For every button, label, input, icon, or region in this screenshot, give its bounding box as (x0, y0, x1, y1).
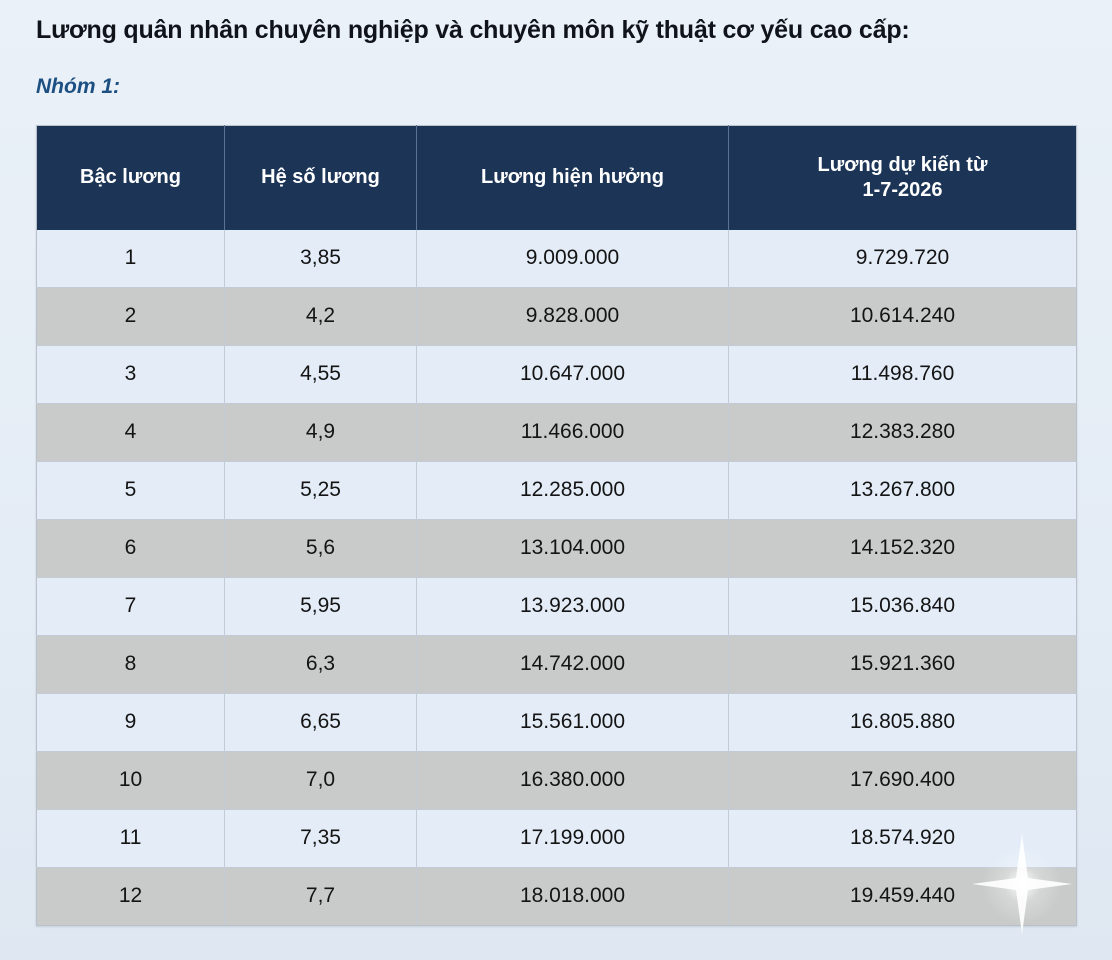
cell-he-so-luong: 5,6 (225, 519, 417, 577)
cell-he-so-luong: 5,95 (225, 577, 417, 635)
column-header-bac-luong: Bậc lương (37, 125, 225, 230)
cell-bac-luong: 7 (37, 577, 225, 635)
cell-he-so-luong: 3,85 (225, 230, 417, 288)
column-header-luong-hien-huong: Lương hiện hưởng (417, 125, 729, 230)
column-header-luong-du-kien (729, 125, 1077, 230)
table-row (37, 809, 1077, 867)
table-row (37, 635, 1077, 693)
cell-bac-luong: 11 (37, 809, 225, 867)
table-row (37, 287, 1077, 345)
cell-luong-hien-huong: 15.561.000 (417, 693, 729, 751)
cell-luong-du-kien: 17.690.400 (729, 751, 1077, 809)
cell-bac-luong: 9 (37, 693, 225, 751)
table-header (37, 125, 1077, 230)
cell-luong-du-kien: 11.498.760 (729, 345, 1077, 403)
table-row (37, 403, 1077, 461)
cell-he-so-luong: 7,7 (225, 867, 417, 925)
cell-luong-hien-huong: 9.009.000 (417, 230, 729, 288)
table-row (37, 345, 1077, 403)
cell-luong-du-kien: 15.921.360 (729, 635, 1077, 693)
table-row (37, 867, 1077, 925)
cell-bac-luong: 3 (37, 345, 225, 403)
cell-bac-luong: 5 (37, 461, 225, 519)
salary-table (36, 125, 1077, 926)
cell-luong-du-kien: 15.036.840 (729, 577, 1077, 635)
column-header-he-so-luong: Hệ số lương (225, 125, 417, 230)
cell-luong-hien-huong: 12.285.000 (417, 461, 729, 519)
cell-he-so-luong: 4,9 (225, 403, 417, 461)
cell-luong-hien-huong: 10.647.000 (417, 345, 729, 403)
cell-luong-du-kien: 12.383.280 (729, 403, 1077, 461)
cell-he-so-luong: 4,2 (225, 287, 417, 345)
cell-luong-hien-huong: 16.380.000 (417, 751, 729, 809)
cell-bac-luong: 6 (37, 519, 225, 577)
cell-he-so-luong: 4,55 (225, 345, 417, 403)
table-header-row (37, 125, 1077, 230)
cell-bac-luong: 12 (37, 867, 225, 925)
cell-luong-du-kien: 13.267.800 (729, 461, 1077, 519)
cell-luong-hien-huong: 13.923.000 (417, 577, 729, 635)
cell-luong-hien-huong: 14.742.000 (417, 635, 729, 693)
cell-luong-hien-huong: 18.018.000 (417, 867, 729, 925)
cell-bac-luong: 8 (37, 635, 225, 693)
cell-luong-du-kien: 10.614.240 (729, 287, 1077, 345)
table-row (37, 693, 1077, 751)
cell-luong-du-kien: 18.574.920 (729, 809, 1077, 867)
cell-luong-hien-huong: 11.466.000 (417, 403, 729, 461)
cell-bac-luong: 10 (37, 751, 225, 809)
column-header-luong-du-kien-line2: 1-7-2026 (862, 178, 943, 201)
page-title: Lương quân nhân chuyên nghiệp và chuyên môn kỹ thuật cơ yếu cao cấp: (36, 16, 910, 44)
cell-he-so-luong: 6,3 (225, 635, 417, 693)
cell-luong-hien-huong: 17.199.000 (417, 809, 729, 867)
cell-luong-du-kien: 9.729.720 (729, 230, 1077, 288)
table-row (37, 751, 1077, 809)
cell-luong-du-kien: 19.459.440 (729, 867, 1077, 925)
table-row (37, 519, 1077, 577)
table-row (37, 230, 1077, 288)
cell-bac-luong: 4 (37, 403, 225, 461)
table-row (37, 577, 1077, 635)
cell-he-so-luong: 5,25 (225, 461, 417, 519)
cell-bac-luong: 1 (37, 230, 225, 288)
cell-luong-du-kien: 16.805.880 (729, 693, 1077, 751)
cell-bac-luong: 2 (37, 287, 225, 345)
cell-luong-hien-huong: 9.828.000 (417, 287, 729, 345)
cell-he-so-luong: 7,0 (225, 751, 417, 809)
table-row (37, 461, 1077, 519)
group-label: Nhóm 1: (36, 74, 120, 98)
cell-he-so-luong: 6,65 (225, 693, 417, 751)
column-header-luong-du-kien-line1: Lương dự kiến từ (817, 153, 988, 176)
cell-luong-du-kien: 14.152.320 (729, 519, 1077, 577)
table-body (37, 230, 1077, 926)
cell-luong-hien-huong: 13.104.000 (417, 519, 729, 577)
cell-he-so-luong: 7,35 (225, 809, 417, 867)
